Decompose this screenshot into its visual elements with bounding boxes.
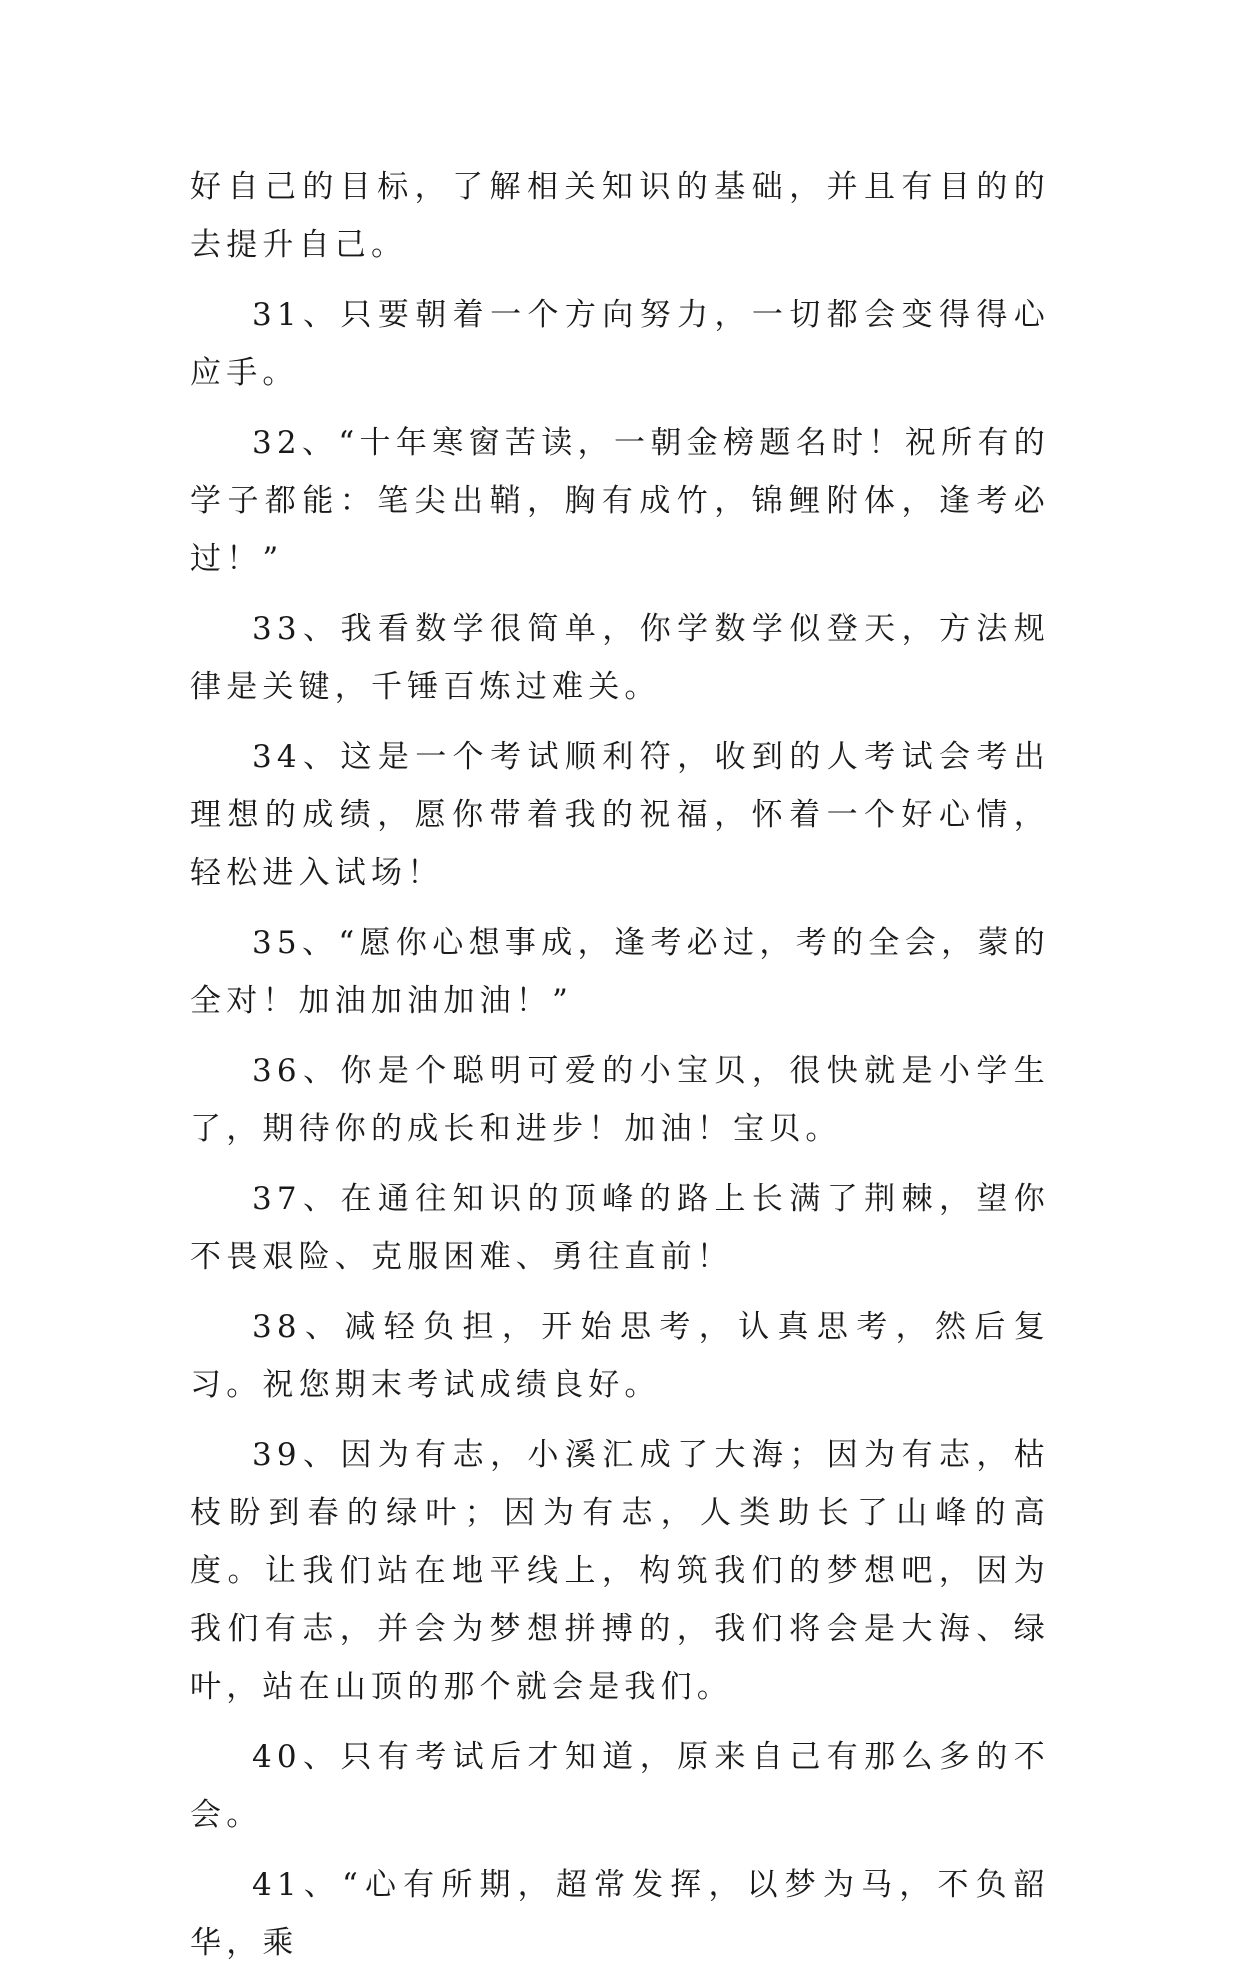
paragraph-39: 39、因为有志，小溪汇成了大海；因为有志，枯枝盼到春的绿叶；因为有志，人类助长了山峰的高度。让我们站在地平线上，构筑我们的梦想吧，因为我们有志，并会为梦想拼搏的，我们将会是大海、绿叶，站在山顶的那个就会是我们。: [190, 1437, 1050, 1705]
paragraph-35: 35、“愿你心想事成，逢考必过，考的全会，蒙的全对！加油加油加油！”: [190, 925, 1050, 1019]
paragraph-31: 31、只要朝着一个方向努力，一切都会变得得心应手。: [190, 297, 1050, 391]
paragraph-34: 34、这是一个考试顺利符，收到的人考试会考出理想的成绩，愿你带着我的祝福，怀着一个好心情，轻松进入试场！: [190, 739, 1050, 891]
document-body: [190, 158, 1050, 1984]
paragraph-32: 32、“十年寒窗苦读，一朝金榜题名时！祝所有的学子都能：笔尖出鞘，胸有成竹，锦鲤附体，逢考必过！”: [190, 425, 1050, 577]
paragraph-37: 37、在通往知识的顶峰的路上长满了荆棘，望你不畏艰险、克服困难、勇往直前！: [190, 1181, 1050, 1275]
paragraph-40: 40、只有考试后才知道，原来自己有那么多的不会。: [190, 1739, 1050, 1833]
paragraph-41: 41、“心有所期，超常发挥，以梦为马，不负韶华，乘: [190, 1867, 1050, 1961]
paragraph-continuation: 好自己的目标，了解相关知识的基础，并且有目的的去提升自己。: [190, 169, 1050, 263]
paragraph-38: 38、减轻负担，开始思考，认真思考，然后复习。祝您期末考试成绩良好。: [190, 1309, 1050, 1403]
paragraph-36: 36、你是个聪明可爱的小宝贝，很快就是小学生了，期待你的成长和进步！加油！宝贝。: [190, 1053, 1050, 1147]
paragraph-33: 33、我看数学很简单，你学数学似登天，方法规律是关键，千锤百炼过难关。: [190, 611, 1050, 705]
